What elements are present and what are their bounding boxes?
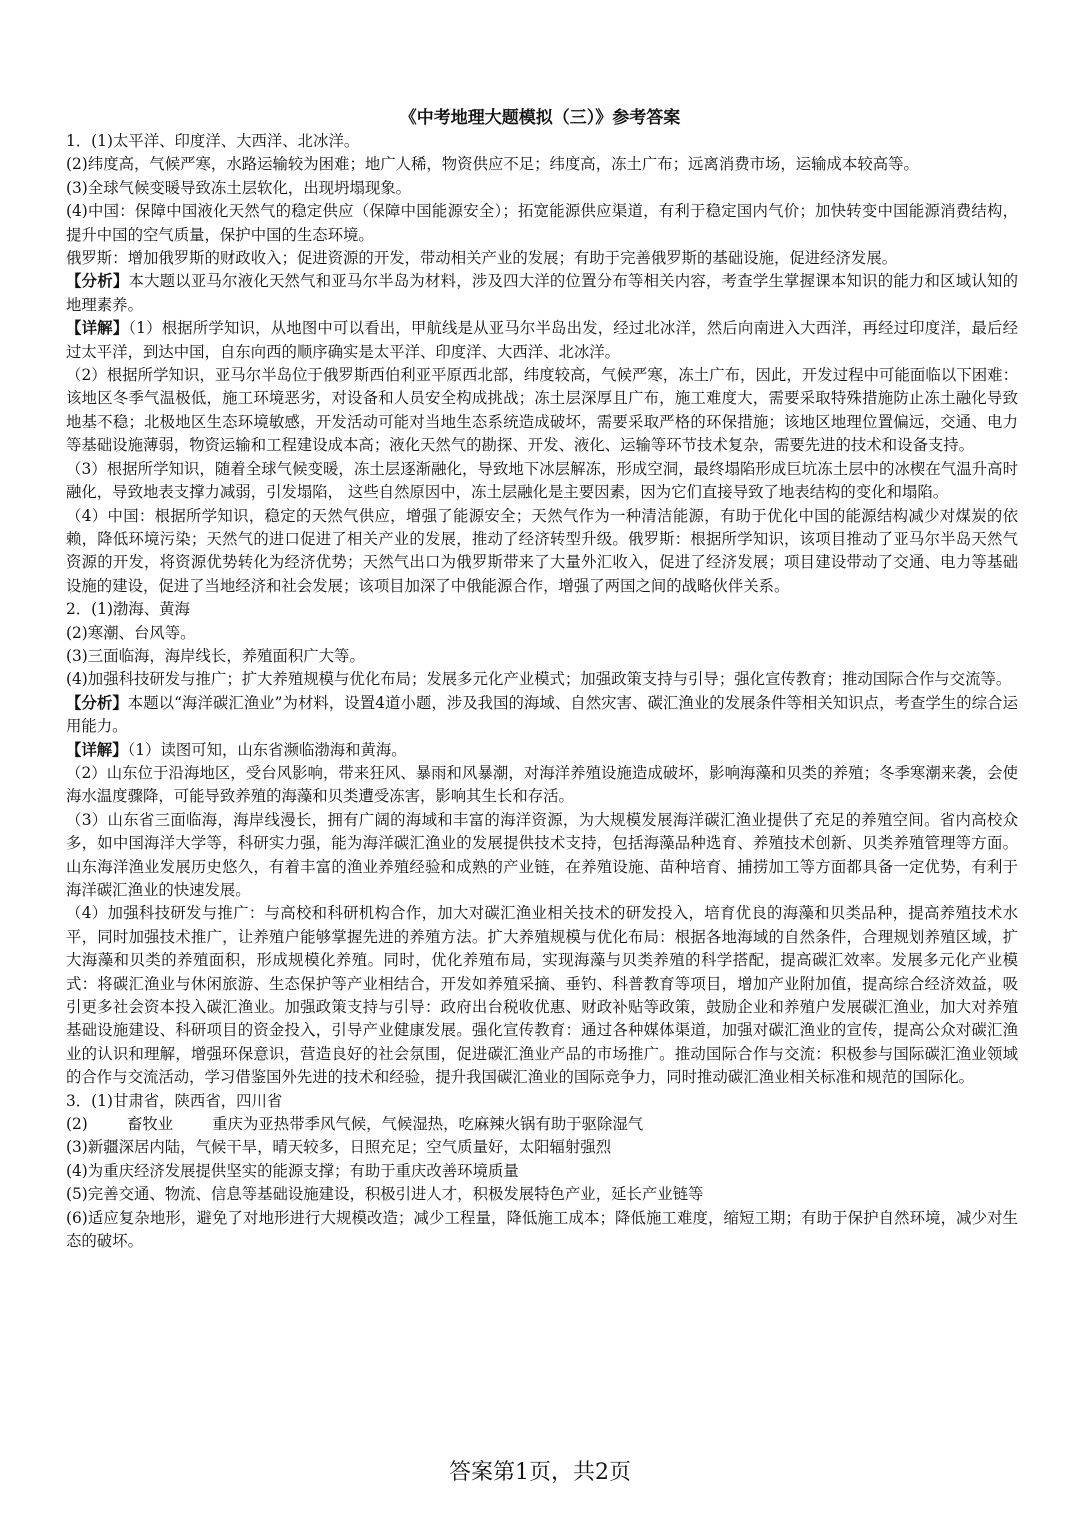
q2-analysis-text: 本题以“海洋碳汇渔业”为材料，设置4道小题，涉及我国的海域、自然灾害、碳汇渔业的发展条件等相关知识点，考查学生的综合运用能力。 <box>66 693 1018 736</box>
q1-detail-2: （2）根据所学知识，亚马尔半岛位于俄罗斯西伯利亚平原西北部，纬度较高，气候严寒，冻土广布，因此，开发过程中可能面临以下困难：该地区冬季气温极低，施工环境恶劣，对设备和人员安全构成挑战；冻土层深厚且广布，施工难度大，需要采取特殊措施防止冻土融化导致地基不稳；北极地区生态环境敏感，开发活动可能对当地生态系统造成破坏，需要采取严格的环保措施；该地区地理位置偏远，交通、电力等基础设施薄弱，物资运输和工程建设成本高；液化天然气的勘探、开发、液化、运输等环节技术复杂，需要先进的技术和设备支持。 <box>66 366 1018 455</box>
q1-analysis-text: 本大题以亚马尔液化天然气和亚马尔半岛为材料，涉及四大洋的位置分布等相关内容，考查学生掌握课本知识的能力和区域认知的地理素养。 <box>66 272 1018 314</box>
q3-answer-5: (5)完善交通、物流、信息等基础设施建设，积极引进人才，积极发展特色产业，延长产业链等 <box>66 1185 704 1204</box>
q2-answer-3: (3)三面临海，海岸线长，养殖面积广大等。 <box>66 646 365 665</box>
q1-analysis <box>66 270 1018 317</box>
q1-answer-3: (3)全球气候变暖导致冻土层软化，出现坍塌现象。 <box>66 178 412 197</box>
q2-answer-4: (4)加强科技研发与推广；扩大养殖规模与优化布局；发展多元化产业模式；加强政策支持与引导；强化宣传教育；推动国际合作与交流等。 <box>66 670 1012 689</box>
page-footer: 答案第1页，共2页 <box>449 1460 631 1485</box>
analysis-tag: 【分析】 <box>66 693 128 712</box>
q3-answer-3: (3)新疆深居内陆，气候干旱，晴天较多，日照充足；空气质量好，太阳辐射强烈 <box>66 1138 612 1157</box>
q3-answer-2: (2) 畜牧业 重庆为亚热带季风气候，气候湿热，吃麻辣火锅有助于驱除湿气 <box>66 1115 644 1134</box>
q1-detail-3: （3）根据所学知识，随着全球气候变暖，冻土层逐渐融化，导致地下冰层解冻，形成空洞，最终塌陷形成巨坑冻土层中的冰楔在气温升高时融化，导致地表支撑力减弱，引发塌陷， 这些自然原因中，冻土层融化是主要因素，因为它们直接导致了地表结构的变化和塌陷。 <box>66 459 1018 502</box>
analysis-tag: 【分析】 <box>66 272 129 291</box>
page-title: 《中考地理大题模拟（三）》参考答案 <box>399 108 681 128</box>
q2-detail-3: （3）山东省三面临海，海岸线漫长，拥有广阔的海域和丰富的海洋资源，为大规模发展海洋碳汇渔业提供了充足的养殖空间。省内高校众多，如中国海洋大学等，科研实力强，能为海洋碳汇渔业的发展提供技术支持，包括海藻品种选育、养殖技术创新、贝类养殖管理等方面。山东海洋渔业发展历史悠久，有着丰富的渔业养殖经验和成熟的产业链，在养殖设施、苗种培育、捕捞加工等方面都具备一定优势，有利于海洋碳汇渔业的快速发展。 <box>66 810 1018 899</box>
detail-tag: 【详解】 <box>66 319 129 338</box>
q1-detail-1-text: （1）根据所学知识，从地图中可以看出，甲航线是从亚马尔半岛出发，经过北冰洋，然后向南进入大西洋，再经过印度洋，最后经过太平洋，到达中国，自东向西的顺序确实是太平洋、印度洋、大西洋、北冰洋。 <box>66 319 1018 361</box>
q2-detail-1-text: （1）读图可知，山东省濒临渤海和黄海。 <box>127 740 407 759</box>
q2-detail-1 <box>66 739 1018 762</box>
answer-body <box>66 130 1018 1254</box>
q1-answer-4: (4)中国：保障中国液化天然气的稳定供应（保障中国能源安全）；拓宽能源供应渠道，有利于稳定国内气价；加快转变中国能源消费结构，提升中国的空气质量，保护中国的生态环境。 <box>66 202 1018 244</box>
q1-detail-4: （4）中国：根据所学知识，稳定的天然气供应，增强了能源安全；天然气作为一种清洁能源，有助于优化中国的能源结构减少对煤炭的依赖，降低环境污染；天然气的进口促进了相关产业的发展，推动了经济转型升级。俄罗斯：根据所学知识，该项目推动了亚马尔半岛天然气资源的开发，将资源优势转化为经济优势；天然气出口为俄罗斯带来了大量外汇收入，促进了经济发展；项目建设带动了交通、电力等基础设施的建设，促进了当地经济和社会发展；该项目加深了中俄能源合作，增强了两国之间的战略伙伴关系。 <box>66 506 1018 595</box>
q3-answer-4: (4)为重庆经济发展提供坚实的能源支撑；有助于重庆改善环境质量 <box>66 1161 519 1180</box>
q1-answer-2: (2)纬度高，气候严寒，水路运输较为困难；地广人稀，物资供应不足；纬度高，冻土广布；远离消费市场，运输成本较高等。 <box>66 155 919 174</box>
q1-answer-4-russia: 俄罗斯：增加俄罗斯的财政收入；促进资源的开发，带动相关产业的发展；有助于完善俄罗斯的基础设施，促进经济发展。 <box>66 249 898 268</box>
q2-answer-1: 2．(1)渤海、黄海 <box>66 600 190 619</box>
q2-detail-4: （4）加强科技研发与推广：与高校和科研机构合作，加大对碳汇渔业相关技术的研发投入，培育优良的海藻和贝类品种，提高养殖技术水平，同时加强技术推广，让养殖户能够掌握先进的养殖方法。扩大养殖规模与优化布局：根据各地海域的自然条件，合理规划养殖区域，扩大海藻和贝类的养殖面积，形成规模化养殖。同时，优化养殖布局，实现海藻与贝类养殖的科学搭配，提高碳汇效率。发展多元化产业模式：将碳汇渔业与休闲旅游、生态保护等产业相结合，开发如养殖采摘、垂钓、科普教育等项目，增加产业附加值，提高综合经济效益，吸引更多社会资本投入碳汇渔业。加强政策支持与引导：政府出台税收优惠、财政补贴等政策，鼓励企业和养殖户发展碳汇渔业，加大对养殖基础设施建设、科研项目的资金投入，引导产业健康发展。强化宣传教育：通过各种媒体渠道，加强对碳汇渔业的宣传，提高公众对碳汇渔业的认识和理解，增强环保意识，营造良好的社会氛围，促进碳汇渔业产品的市场推广。推动国际合作与交流：积极参与国际碳汇渔业领域的合作与交流活动，学习借鉴国外先进的技术和经验，提升我国碳汇渔业的国际竞争力，同时推动碳汇渔业相关标准和规范的国际化。 <box>66 904 1018 1087</box>
q2-analysis <box>66 692 1018 739</box>
q1-detail-1 <box>66 317 1018 364</box>
q1-answer-1: 1．(1)太平洋、印度洋、大西洋、北冰洋。 <box>66 132 360 150</box>
q2-answer-2: (2)寒潮、台风等。 <box>66 623 196 642</box>
q3-answer-6: (6)适应复杂地形，避免了对地形进行大规模改造；减少工程量，降低施工成本；降低施工难度，缩短工期；有助于保护自然环境，减少对生态的破坏。 <box>66 1208 1018 1251</box>
detail-tag: 【详解】 <box>66 740 128 759</box>
q2-detail-2: （2）山东位于沿海地区，受台风影响，带来狂风、暴雨和风暴潮，对海洋养殖设施造成破坏，影响海藻和贝类的养殖；冬季寒潮来袭，会使海水温度骤降，可能导致养殖的海藻和贝类遭受冻害，影响其生长和存活。 <box>66 763 1018 806</box>
q3-answer-1: 3．(1)甘肃省，陕西省，四川省 <box>66 1091 283 1110</box>
